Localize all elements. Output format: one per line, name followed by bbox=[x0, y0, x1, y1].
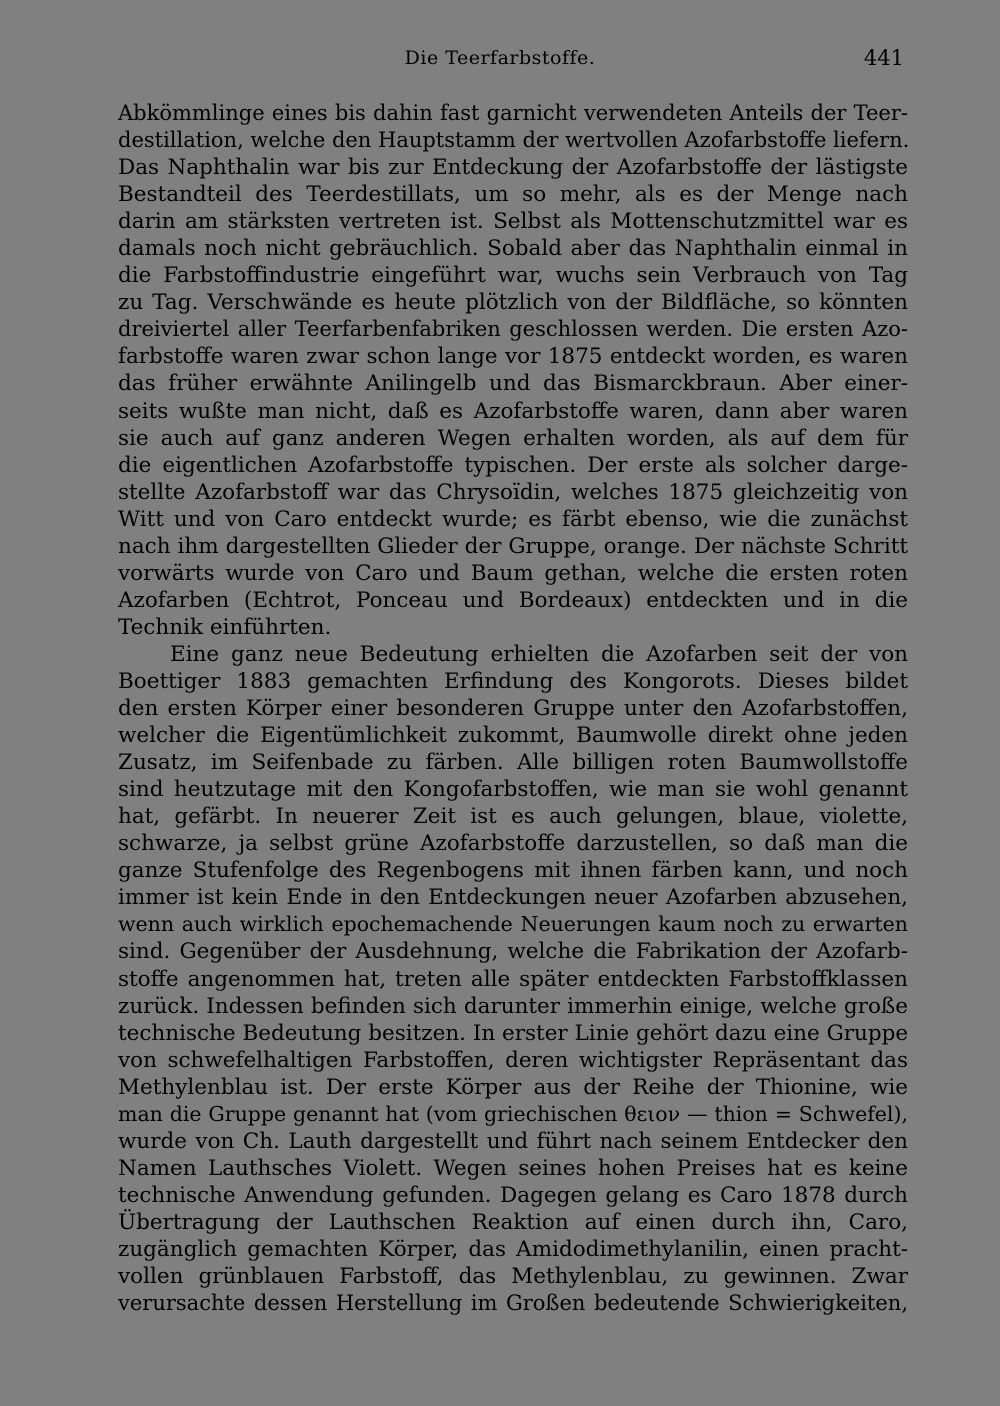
text-line: man die Gruppe genannt hat (vom griechischen θειον — thion = Schwefel), bbox=[118, 1101, 908, 1126]
text-line: seits wußte man nicht, daß es Azofarbstoffe waren, dann aber waren bbox=[118, 398, 908, 424]
text-line: hat, gefärbt. In neuerer Zeit ist es auch gelungen, blaue, violette, bbox=[118, 804, 908, 830]
text-line: sind heutzutage mit den Kongofarbstoffen, wie man sie wohl genannt bbox=[118, 777, 908, 803]
running-title: Die Teerfarbstoffe. bbox=[404, 47, 596, 69]
text-line: Methylenblau ist. Der erste Körper aus der Reihe der Thionine, wie bbox=[118, 1074, 908, 1100]
text-line: Witt und von Caro entdeckt wurde; es färbt ebenso, wie die zunächst bbox=[118, 506, 908, 532]
text-line: Übertragung der Lauthschen Reaktion auf einen durch ihn, Caro, bbox=[118, 1209, 908, 1235]
text-line: die Farbstoffindustrie eingeführt war, wuchs sein Verbrauch von Tag bbox=[118, 263, 908, 289]
text-line: zurück. Indessen befinden sich darunter immerhin einige, welche große bbox=[118, 993, 908, 1019]
text-line: Namen Lauthsches Violett. Wegen seines hohen Preises hat es keine bbox=[118, 1155, 908, 1181]
text-line: von schwefelhaltigen Farbstoffen, deren wichtigster Repräsentant das bbox=[118, 1047, 908, 1073]
text-line: farbstoffe waren zwar schon lange vor 1875 entdeckt worden, es waren bbox=[118, 344, 908, 370]
text-line: technische Bedeutung besitzen. In erster Linie gehört dazu eine Gruppe bbox=[118, 1020, 909, 1046]
text-line: Technik einführten. bbox=[118, 614, 332, 640]
text-line: Zusatz, im Seifenbade zu färben. Alle billigen roten Baumwollstoffe bbox=[118, 750, 908, 776]
text-line: nach ihm dargestellten Glieder der Gruppe, orange. Der nächste Schritt bbox=[118, 533, 908, 559]
text-line: welcher die Eigentümlichkeit zukommt, Baumwolle direkt ohne jeden bbox=[118, 723, 908, 749]
text-line: ganze Stufenfolge des Regenbogens mit ihnen färben kann, und noch bbox=[118, 858, 908, 884]
text-line: stoffe angenommen hat, treten alle später entdeckten Farbstoffklassen bbox=[118, 966, 908, 992]
text-line: verursachte dessen Herstellung im Großen bedeutende Schwierigkeiten, bbox=[118, 1291, 908, 1316]
text-line: vollen grünblauen Farbstoff, das Methylenblau, zu gewinnen. Zwar bbox=[118, 1264, 908, 1290]
text-line: wenn auch wirklich epochemachende Neuerungen kaum noch zu erwarten bbox=[118, 912, 908, 937]
text-line: technische Anwendung gefunden. Dagegen gelang es Caro 1878 durch bbox=[118, 1182, 908, 1208]
paragraph bbox=[118, 641, 908, 1317]
text-line: stellte Azofarbstoff war das Chrysoïdin, welches 1875 gleichzeitig von bbox=[118, 479, 908, 505]
text-line: destillation, welche den Hauptstamm der wertvollen Azofarbstoffe liefern. bbox=[118, 128, 910, 153]
text-line: Abkömmlinge eines bis dahin fast garnicht verwendeten Anteils der Teer- bbox=[118, 101, 908, 125]
text-line: dreiviertel aller Teerfarbenfabriken geschlossen werden. Die ersten Azo- bbox=[118, 317, 908, 342]
text-line: die eigentlichen Azofarbstoffe typischen. Der erste als solcher darge- bbox=[118, 452, 908, 478]
text-line: das früher erwähnte Anilingelb und das Bismarckbraun. Aber einer- bbox=[118, 371, 908, 397]
paragraph bbox=[118, 100, 908, 641]
text-line: Boettiger 1883 gemachten Erfindung des Kongorots. Dieses bildet bbox=[118, 668, 908, 694]
text-line: darin am stärksten vertreten ist. Selbst als Mottenschutzmittel war es bbox=[118, 209, 908, 235]
text-line: Eine ganz neue Bedeutung erhielten die Azofarben seit der von bbox=[170, 641, 908, 667]
text-line: sie auch auf ganz anderen Wegen erhalten worden, als auf dem für bbox=[118, 425, 908, 451]
text-line: Azofarben (Echtrot, Ponceau und Bordeaux) entdeckten und in die bbox=[118, 587, 908, 613]
text-line: den ersten Körper einer besonderen Gruppe unter den Azofarbstoffen, bbox=[118, 696, 908, 722]
text-line: vorwärts wurde von Caro und Baum gethan, welche die ersten roten bbox=[118, 560, 908, 586]
text-line: Bestandteil des Teerdestillats, um so mehr, als es der Menge nach bbox=[118, 182, 908, 208]
text-line: Das Naphthalin war bis zur Entdeckung der Azofarbstoffe der lästigste bbox=[118, 155, 908, 181]
text-line: wurde von Ch. Lauth dargestellt und führt nach seinem Entdecker den bbox=[118, 1128, 908, 1154]
text-line: sind. Gegenüber der Ausdehnung, welche die Fabrikation der Azofarb- bbox=[118, 939, 908, 965]
page-number: 441 bbox=[863, 46, 904, 70]
body-text bbox=[118, 100, 908, 1317]
text-line: damals noch nicht gebräuchlich. Sobald aber das Naphthalin einmal in bbox=[118, 236, 908, 262]
text-line: immer ist kein Ende in den Entdeckungen neuer Azofarben abzusehen, bbox=[118, 885, 908, 911]
text-line: zugänglich gemachten Körper, das Amidodimethylanilin, einen pracht- bbox=[118, 1236, 908, 1262]
text-line: zu Tag. Verschwände es heute plötzlich von der Bildfläche, so könnten bbox=[118, 290, 908, 316]
text-line: schwarze, ja selbst grüne Azofarbstoffe darzustellen, so daß man die bbox=[118, 831, 908, 857]
